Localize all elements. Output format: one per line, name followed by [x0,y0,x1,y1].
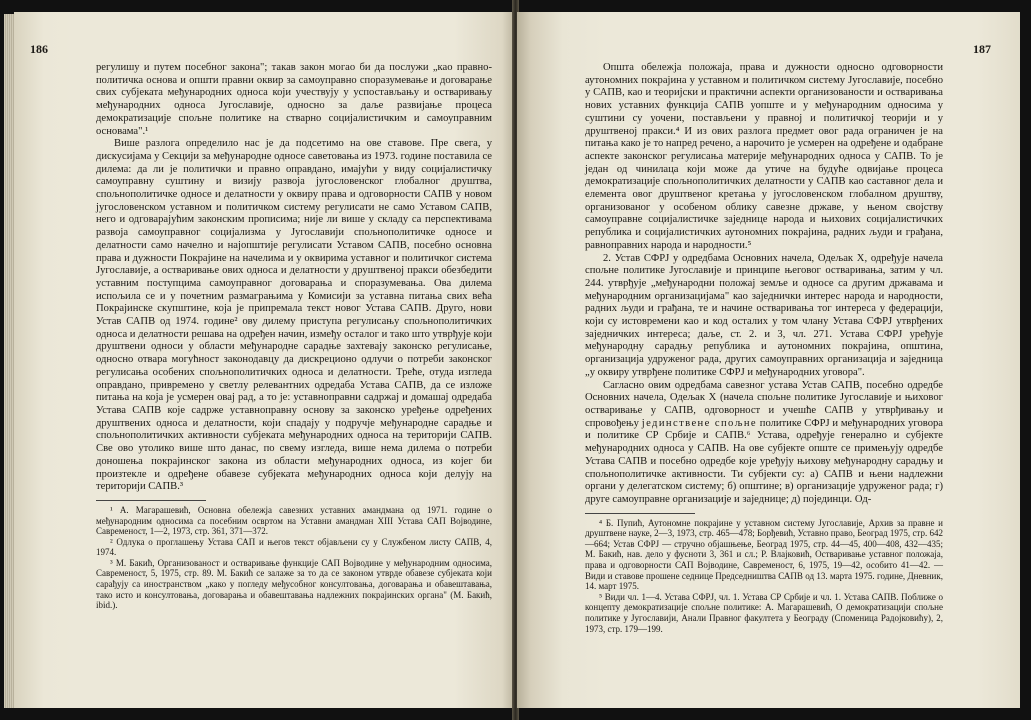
footnote-2: ² Одлука о проглашењу Устава САП и његов текст објављени су у Службеном листу САПВ, 4, 1974. [96,536,492,558]
footnote-3: ³ М. Бакић, Организованост и остваривање функције САП Војводине у међународним односима, Савременост, 5, 1975, стр. 89. М. Бакић се залаже за то да се законом утврде обавезе субјеката који сарађују са иностранством „како у погледу међусобног консултовања, договарања и обавештавања, тако исто и консултовања, договарања и обавештавања надлежних покрајинских органа" (М. Бакић, ibid.). [96,557,492,611]
page-number-right: 187 [973,42,991,56]
left-paragraph-1: регулишу и путем посебног закона"; такав закон могао би да послужи „као правно-политичка основа и општи правни оквир за самоуправно споразумевање и договарање свих субјеката међународних односа који учествују у успостављању и остваривању међународних односа Југославије, односно за даље развијање процеса демократизације спољне политике на стварно социјалистичким и самоуправним основама".¹ [96,62,492,137]
left-page [14,12,514,708]
right-paragraph-3-start: Сагласно овим одредбама савезног устава Устав САПВ, посебно одредбе Основних начела, Одељак X (начела спољне политике Југославије и њиховог остваривање у САПВ, одговорност и учешће САПВ у утврђивању и спровођењу [585,379,943,429]
right-footnotes [585,518,943,635]
right-paragraph-3-end: политике СФРЈ и међународних уговора и политике СР Србије и САПВ.⁶ Устава, одређује генерално и субјекте међународних односа у САПВ. На ове субјекте опште се примењују одредбе Устава САПВ и посебно одредбе које уређују њихову међународну сарадњу и спољнополитичке активности. Ти субјекти су: а) САПВ и њени надлежни органи у делегатском систему; б) општине; в) организације удруженог рада; г) друге самоуправне организације и заједнице; д) појединци. Од- [585,417,943,505]
footnote-5: ⁵ Види чл. 1—4. Устава СФРЈ, чл. 1. Устава СР Србије и чл. 1. Устава САПВ. Поближе о концепту демократизације спољне политике: А. Магарашевић, О демократизацији спољне политике у Југославији, Анали Правног факултета у Београду (Споменица Радојковићу), 2, 1973, стр. 179—199. [585,591,943,634]
footnote-rule-left [96,500,206,501]
left-body-text [96,62,492,494]
right-paragraph-1: Општа обележја положаја, права и дужности односно одговорности аутономних покрајина у уставном и политичком систему Југославије, посебно у САПВ, као и теоријски и практични аспекти организованости и остваривања нових уставних функција САПВ уопште и у међународним односима у суштини су уочени, постављени у правној и политичкој теорији и у друштвеној пракси.⁴ И из ових разлога предмет овог рада ограничен је на питања како је то напред речено, а нарочито је усмерен на одређене и одабране аспекте законског регулисања материје међународних односа у САПВ. То је један од чинилаца који може да утиче на будуће одвијање процеса демократизације спољнополитичких делатности у САПВ као саставног дела и елемента овог друштвеног кретања у југословенском глобалном друштву, организованог у особеном облику савезне државе, у њеном својству самоуправне социјалистичке заједнице народа и њихових социјалистичких република и социјалистичких аутономних покрајина, радних људи и грађана, равноправних народа и народности.⁵ [585,62,943,251]
page-number-left: 186 [30,42,48,56]
right-paragraph-2: 2. Устав СФРЈ у одредбама Основних начела, Одељак X, одређује начела спољне политике Југославије и принципе његовог остваривања, затим у чл. 244. утврђује „међународни положај земље и односе са другим државама и међународним организацијама" као заједнички интерес народа и народности, радних људи и грађана, те и начине остваривања тог интереса у федерацији, који су истовремени као и код осталих у том члану Устава СФРЈ утврђених заједничких интереса; даље, ст. 2. и 3, чл. 271. Устава СФРЈ уређује међународну сарадњу република и аутономних покрајина, општина, организација удруженог рада, других самоуправних организација и заједница „у оквиру утврђене политике СФРЈ и међународних уговора". [585,252,943,378]
right-page [517,12,1020,708]
right-body-text [585,62,943,507]
footnote-1: ¹ А. Магарашевић, Основна обележја савезних уставних амандмана од 1971. године о међународним односима са посебним освртом на Уставни амандман XIII Устава САП Војводине, Савременост, 1—2, 1973, стр. 361, 371—372. [96,504,492,537]
left-footnotes [96,505,492,611]
footnote-4: ⁴ Б. Пупић, Аутономне покрајине у уставном систему Југославије, Архив за правне и друштвене науке, 2—3, 1973, стр. 465—478; Борђевић, Уставно право, Београд 1975, стр. 642—664; Устав СФРЈ — стручно објашњење, Београд 1975, стр. 44—45, 400—408, 432—435; М. Бакић, нав. дело у фусноти 3, 361 и сл.; Р. Влајковић, Остваривање уставног положаја, права и одговорности САП Војводине, Савременост, 6, 1975, 19—42, особито 41—42. — Види и ставове прошене седнице Председништва САПВ од 13. марта 1975. године, Дневник, 14. март 1975. [585,517,943,592]
left-paragraph-2: Више разлога определило нас је да подсетимо на ове ставове. Пре свега, у дискусијама у Секцији за међународне односе саветовања из 1973. године поставила се дилема: да ли је политички и правно оправдано, имајући у виду социјалистичку самоуправну суштину и визију развоја југословенског глобалног друштва, спољнополитичке односе и делатности у оквиру права и одговорности САПВ у новом југословенском уставном и политичком систему регулисати не само Уставом САПВ, него и одговарајућим законским прописима; није ли више у складу са перспективама развоја самоуправног социјализма у Југославији спољнополитичке односе и делатности само начелно и најопштије регулисати Уставом САПВ, посебно основна права и дужности Покрајине на начелима и у оквирима уставног и политичког система Југославије, а остваривање ових односа и делатности у друштвеној пракси обезбедити уставним поступцима самоуправног договарања и споразумевања. Ова дилема испољила се и у почетним размаграњима у Комисији за уставна питања свих већа Покрајинске скупштине, која је припремала текст новог Устава САПВ. Друго, нови Устав САПВ од 1974. године² ову дилему приступа регулисању спољнополитичких односа и делатности решава на одређен начин, између осталог и тако што утврђује који друштвени односи у области међународне сарадње захтевају законско регулисање, односно отвара могућност законодавцу да дискреционо одлучи о потреби законског регулисања особених спољнополитичких односа и делатности. Треће, отуда изгледа оправдано, привремено у светлу релевантних одредаба Устава САПВ, да се изложе питања на која је усмерен овај рад, а то је: уставноправни садржај и домашај одредаба Устава САПВ које садрже уставноправну основу за законско уређење одређених друштвених односа и делатности, који спадају у подручје међународне сарадње и спољнополитичких активности субјеката међународних односа на територији САПВ. Све ово утолико више што данас, по свему изгледа, више нема дилема о потреби доношења покрајинског закона из области међународних односа, из којег би произтекле и одређене обавезе субјеката међународних односа који делују на територији САПВ.³ [96,138,492,493]
right-paragraph-3-spaced: јединствене спољне [641,417,758,429]
right-paragraph-3 [585,380,943,507]
footnote-rule-right [585,513,695,514]
